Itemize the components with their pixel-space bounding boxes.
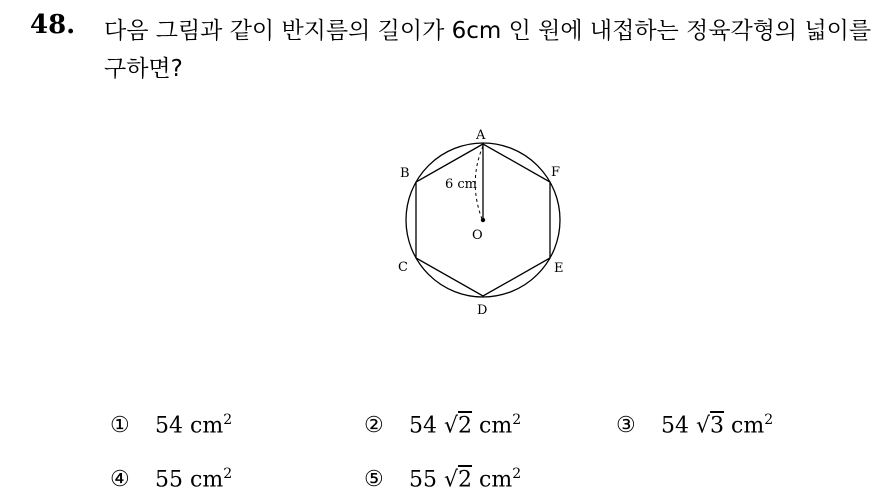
sqrt-symbol: √3 xyxy=(696,413,725,439)
choice-5[interactable] xyxy=(364,466,521,492)
choice-value: 54 xyxy=(155,413,183,439)
choice-3[interactable] xyxy=(616,412,773,438)
choice-unit: cm xyxy=(190,467,224,493)
choice-unit: cm xyxy=(731,413,765,439)
question-text: 다음 그림과 같이 반지름의 길이가 6cm 인 원에 내접하는 정육각형의 넓이를 구하면? xyxy=(104,18,872,82)
label-D: D xyxy=(477,303,488,318)
choice-exponent: 2 xyxy=(512,412,522,428)
label-F: F xyxy=(551,165,561,180)
choice-value: 54 xyxy=(661,413,689,439)
choice-value: 55 xyxy=(409,467,437,493)
choice-1[interactable] xyxy=(110,412,232,438)
choice-unit: cm xyxy=(190,413,224,439)
label-O: O xyxy=(472,228,483,243)
choice-mark: ③ xyxy=(616,413,636,439)
choice-unit: cm xyxy=(479,413,513,439)
sqrt-symbol: √2 xyxy=(444,467,473,493)
choice-mark: ① xyxy=(110,413,130,439)
choice-exponent: 2 xyxy=(223,466,233,482)
choice-mark: ⑤ xyxy=(364,467,384,493)
choice-mark: ④ xyxy=(110,467,130,493)
radius-label: 6 cm xyxy=(445,177,478,192)
choice-value: 54 xyxy=(409,413,437,439)
choice-4[interactable] xyxy=(110,466,232,492)
question-number: 48. xyxy=(30,10,76,40)
radicand: 2 xyxy=(458,413,473,439)
inscribed-hexagon-figure xyxy=(390,120,570,320)
label-C: C xyxy=(398,260,408,275)
choice-exponent: 2 xyxy=(764,412,774,428)
radicand: 2 xyxy=(458,467,473,493)
label-A: A xyxy=(476,128,486,143)
sqrt-symbol: √2 xyxy=(444,413,473,439)
radicand: 3 xyxy=(710,413,725,439)
choice-mark: ② xyxy=(364,413,384,439)
choice-unit: cm xyxy=(479,467,513,493)
choice-exponent: 2 xyxy=(512,466,522,482)
choice-2[interactable] xyxy=(364,412,521,438)
label-E: E xyxy=(554,261,564,276)
choice-value: 55 xyxy=(155,467,183,493)
center-point xyxy=(481,218,485,222)
choice-exponent: 2 xyxy=(223,412,233,428)
label-B: B xyxy=(400,166,410,181)
